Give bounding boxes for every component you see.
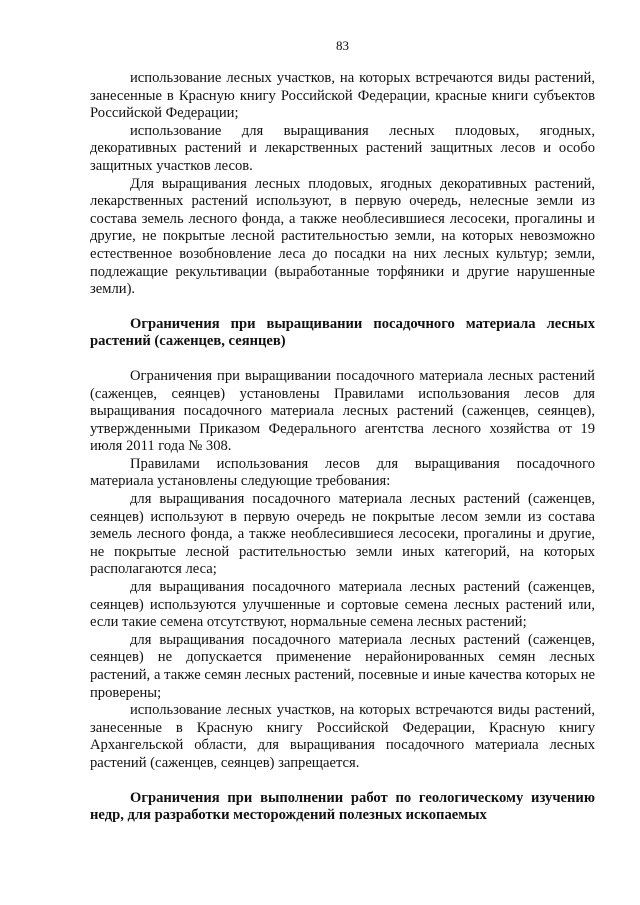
paragraph: для выращивания посадочного материала лесных растений (саженцев, сеянцев) используются улучшенные и сортовые семена лесных растений или, если такие семена отсутствуют, нормальные семена лесных растений; — [90, 579, 595, 631]
section-gap — [90, 351, 595, 368]
paragraph: Правилами использования лесов для выращивания посадочного материала установлены следующие требования: — [90, 455, 595, 490]
document-body — [90, 70, 595, 825]
document-page — [90, 0, 595, 905]
section-heading: Ограничения при выполнении работ по геологическому изучению недр, для разработки месторождений полезных ископаемых — [90, 789, 595, 824]
section-gap — [90, 773, 595, 790]
page-number: 83 — [336, 38, 349, 53]
section-heading: Ограничения при выращивании посадочного материала лесных растений (саженцев, сеянцев) — [90, 315, 595, 350]
paragraph: для выращивания посадочного материала лесных растений (саженцев, сеянцев) используют в первую очередь не покрытые лесом земли из состава земель лесного фонда, а также необлесившиеся лесосеки, прогалины и другие, не покрытые лесной растительностью земли иных категорий, на которых располагаются леса; — [90, 491, 595, 578]
paragraph: использование лесных участков, на которых встречаются виды растений, занесенные в Красную книгу Российской Федерации, Красную книгу Архангельской области, для выращивания посадочного материала лесных растений (саженцев, сеянцев) запрещается. — [90, 702, 595, 771]
paragraph: использование лесных участков, на которых встречаются виды растений, занесенные в Красную книгу Российской Федерации, красные книги субъектов Российской Федерации; — [90, 70, 595, 122]
paragraph: использование для выращивания лесных плодовых, ягодных, декоративных растений и лекарственных растений защитных лесов и особо защитных участков лесов. — [90, 122, 595, 174]
paragraph: для выращивания посадочного материала лесных растений (саженцев, сеянцев) не допускается применение нерайонированных семян лесных растений, а также семян лесных растений, посевные и иные качества которых не проверены; — [90, 631, 595, 701]
paragraph: Ограничения при выращивании посадочного материала лесных растений (саженцев, сеянцев) установлены Правилами использования лесов для выращивания посадочного материала лесных растений (саженцев, сеянцев), утвержденными Приказом Федерального агентства лесного хозяйства от 19 июля 2011 года № 308. — [90, 367, 595, 455]
section-gap — [90, 299, 595, 316]
paragraph: Для выращивания лесных плодовых, ягодных декоративных растений, лекарственных растений используют, в первую очередь, нелесные земли из состава земель лесного фонда, а также необлесившиеся лесосеки, прогалины и другие, не покрытые лесной растительностью земли, на которых невозможно естественное возобновление леса до посадки на них лесных культур; земли, подлежащие рекультивации (выработанные торфяники и другие нарушенные земли). — [90, 175, 595, 298]
